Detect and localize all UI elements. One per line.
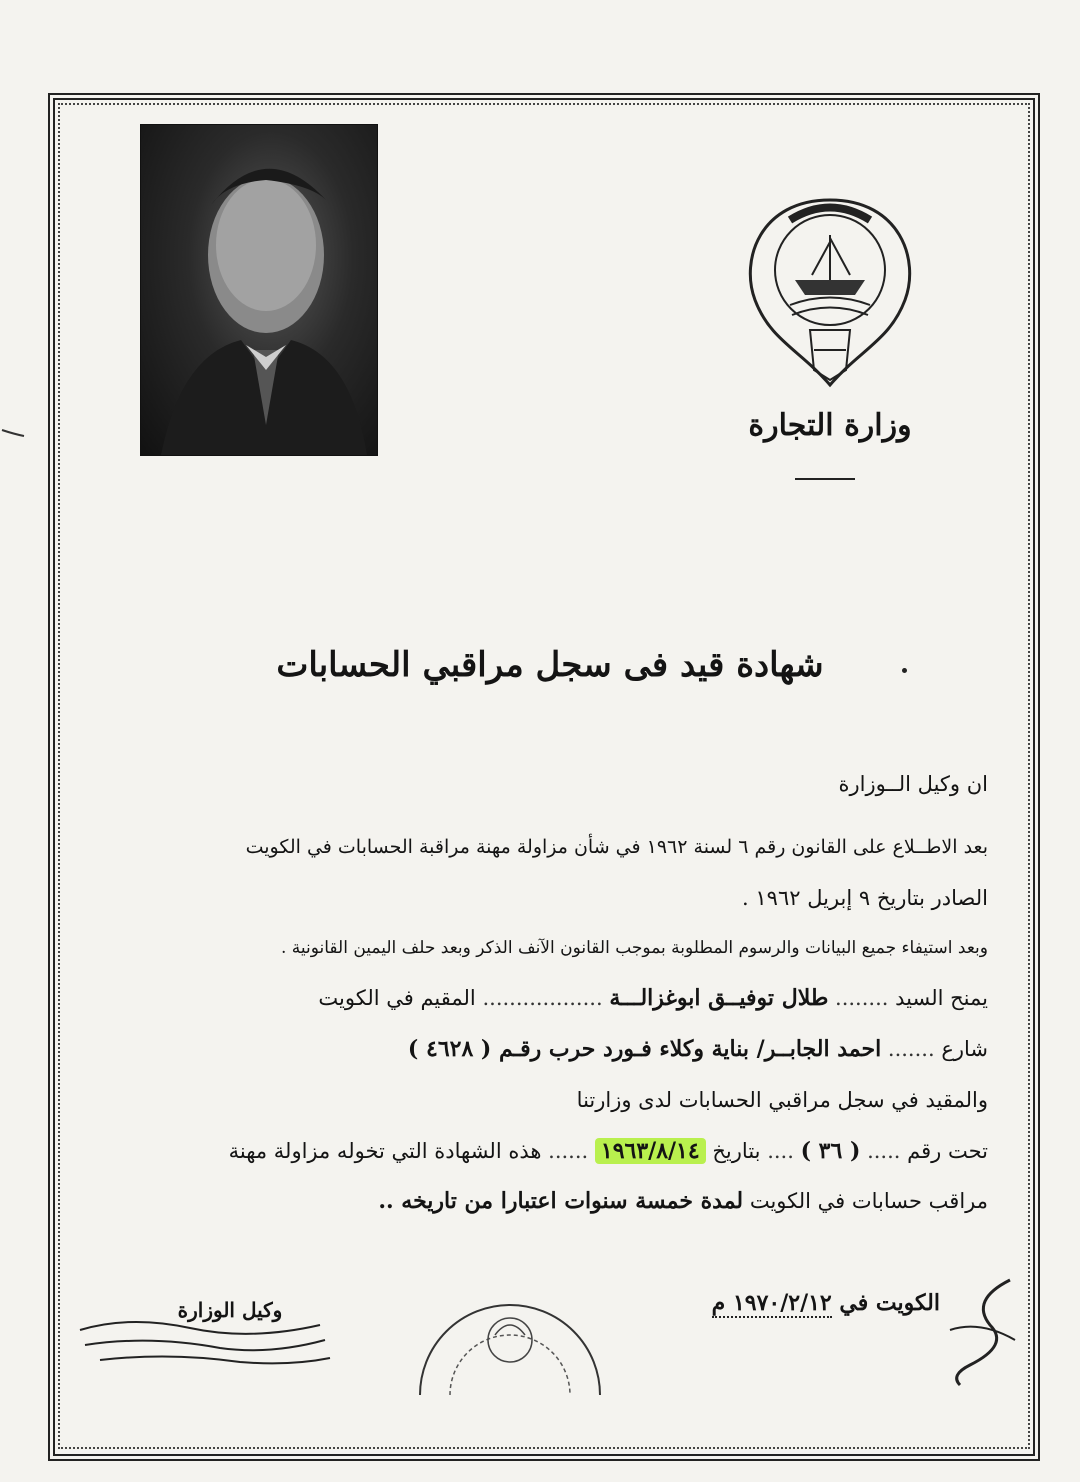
dotted-fill: ........ [835, 986, 889, 1010]
issue-place-date [640, 1290, 940, 1316]
issue-date: ١٩٧٠/٢/١٢ م [711, 1290, 832, 1316]
title-bullet [902, 668, 907, 673]
validity-period: لمدة خمسة سنوات اعتبارا من تاريخه .. [378, 1188, 744, 1214]
authorization-text: هذه الشهادة التي تخوله مزاولة مهنة [228, 1139, 542, 1163]
place-date-label: الكويت في [839, 1290, 940, 1316]
date-label: بتاريخ [712, 1139, 761, 1163]
registration-number: ( ٣٦ ) [800, 1138, 861, 1164]
registration-date: ١٩٦٣/٨/١٤ [595, 1138, 706, 1164]
dotted-fill: .... [767, 1139, 794, 1163]
text-line-4 [281, 938, 988, 958]
text-line-9 [378, 1188, 988, 1214]
text-line-5 [318, 985, 988, 1011]
opening-line: ان وكيل الــوزارة [838, 772, 988, 796]
law-reference: بعد الاطــلاع على القانون رقم ٦ لسنة ١٩٦٢ في شأن مزاولة مهنة مراقبة الحسابات في الكويت [245, 836, 988, 858]
official-stamp-icon [410, 1245, 610, 1395]
residence-label: المقيم في الكويت [318, 986, 476, 1010]
text-line-6 [408, 1036, 988, 1062]
profession-label: مراقب حسابات في الكويت [749, 1189, 988, 1213]
text-line-2 [246, 836, 988, 858]
holder-address: احمد الجابــر/ بناية وكلاء فـورد حرب رقـم ( ٤٦٢٨ ) [407, 1036, 882, 1062]
dotted-fill: .................. [482, 986, 603, 1010]
grant-prefix: يمنح السيد [895, 986, 988, 1010]
ministry-underline [795, 478, 855, 480]
registry-line: والمقيد في سجل مراقبي الحسابات لدى وزارتنا [576, 1088, 988, 1112]
dotted-fill: ...... [548, 1139, 589, 1163]
kuwait-emblem-icon [730, 180, 930, 400]
law-issue-date: الصادر بتاريخ ٩ إبريل ١٩٦٢ . [742, 886, 988, 910]
dotted-fill: ....... [887, 1037, 935, 1061]
dotted-fill: ..... [867, 1139, 901, 1163]
text-line-1 [839, 772, 989, 796]
text-line-7 [577, 1088, 988, 1112]
handwritten-signature-icon [930, 1270, 1030, 1390]
certificate-title: شهادة قيد فى سجل مراقبي الحسابات [276, 645, 824, 685]
undersecretary-label: وكيل الوزارة [177, 1298, 283, 1322]
holder-name: طلال توفيــق ابوغزالـــة [609, 985, 829, 1011]
ministry-name: وزارة التجارة [748, 408, 912, 443]
undersecretary-signature-icon [70, 1310, 340, 1370]
text-line-8 [229, 1138, 988, 1164]
street-label: شارع [941, 1037, 988, 1061]
portrait-photo [140, 124, 378, 456]
page-edge-mark [0, 420, 30, 450]
requirements-line: وبعد استيفاء جميع البيانات والرسوم المطلوبة بموجب القانون الآنف الذكر وبعد حلف اليمين القانونية . [280, 938, 988, 958]
text-line-3 [742, 886, 988, 910]
number-label: تحت رقم [907, 1139, 988, 1163]
